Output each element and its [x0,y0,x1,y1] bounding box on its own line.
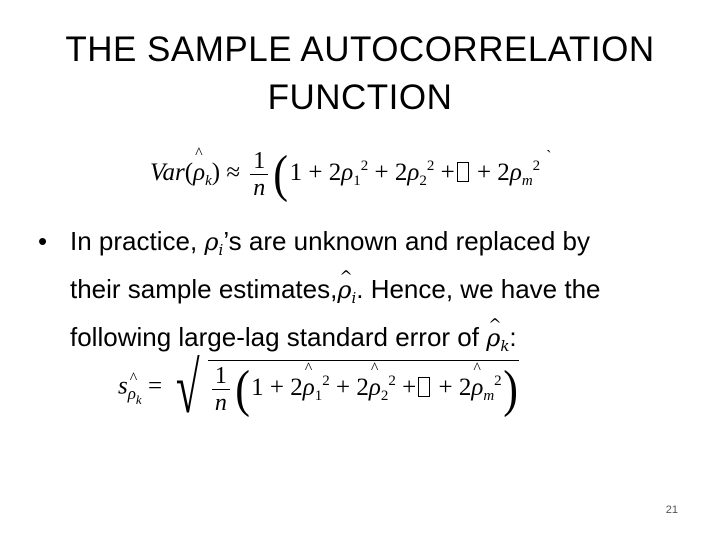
term-plus-two-m: + 2 [476,159,510,187]
subscript-i: i [351,289,357,307]
big-right-paren: ) [502,360,518,418]
fraction-numerator: 1 [214,363,227,389]
subscript-rho-hat-k [127,383,142,407]
rho-hat: ^ ρ [369,374,381,402]
rho-hat: ^ ρ [337,271,351,310]
line1-text-b: ’s are unknown and replaced by [223,226,590,256]
superscript-2: 2 [360,158,369,175]
series-terms [251,373,502,405]
rho-symbol: ρ [341,159,354,187]
bullet-dot: • [38,226,48,256]
var-label: Var [150,159,185,187]
fraction-numerator: 1 [253,148,266,174]
subscript-i: i [218,241,224,259]
bullet-paragraph [38,222,688,366]
rho-hat: ^ ρ [128,384,136,404]
subscript-k: k [135,391,142,407]
term-plus-two-m: + 2 [438,374,472,402]
equals-sign: = [147,372,163,400]
slide-title: THE SAMPLE AUTOCORRELATION FUNCTION [65,30,655,117]
rho-hat: ^ ρ [303,374,315,402]
radical-sign-icon: √ [176,348,200,428]
subscript-1: 1 [353,173,361,190]
subscript-2: 2 [380,388,389,405]
small-right-mark: ` [546,148,552,165]
fraction-one-over-n [212,363,230,416]
standard-error-equation [118,348,519,428]
missing-glyph-icon [457,162,469,182]
line1-text-a: In practice, [70,226,205,256]
superscript-2: 2 [494,373,502,390]
term-plus-two: + 2 [336,374,369,402]
rho-hat: ^ ρ [471,374,483,402]
line3-text-a: following large-lag standard error of [70,322,487,352]
term-plus: + [402,374,417,402]
square-root [168,348,519,428]
term-plus: + [440,159,455,187]
page-number: 21 [665,504,678,516]
subscript-m: m [521,173,533,190]
term-plus-two: + 2 [374,159,408,187]
superscript-2: 2 [426,158,435,175]
series-terms [289,158,541,190]
radicand [208,360,519,416]
subscript-m: m [483,388,495,405]
rho-symbol: ρ [204,228,219,256]
missing-glyph-icon [418,377,430,397]
line2-text-a: their sample estimates, [70,274,338,304]
superscript-2: 2 [322,373,330,390]
superscript-2: 2 [532,158,541,175]
bullet-body [70,222,688,366]
subscript-k: k [205,173,212,190]
subscript-k: k [500,337,510,355]
line3-colon: : [509,322,517,352]
term-one-plus-two: 1 + 2 [251,374,303,402]
variance-equation [150,145,552,203]
close-paren: ) [211,159,221,187]
superscript-2: 2 [388,373,396,390]
big-left-paren: ( [235,360,250,418]
open-paren: ( [184,159,194,187]
rho-hat: ^ ρ [193,159,205,187]
fraction-one-over-n [250,148,268,201]
fraction-denominator: n [250,174,268,201]
rho-symbol: ρ [407,159,420,187]
subscript-2: 2 [419,173,427,190]
rho-symbol: ρ [509,159,522,187]
approx-sign: ≈ [226,159,241,187]
big-left-paren: ( [273,145,289,203]
s-symbol: s [118,372,128,400]
term-one-plus-two: 1 + 2 [289,159,342,187]
subscript-1: 1 [314,388,323,405]
fraction-denominator: n [212,389,230,416]
line2-text-b: . Hence, we have the [356,274,601,304]
rho-hat: ^ ρ [486,319,500,358]
